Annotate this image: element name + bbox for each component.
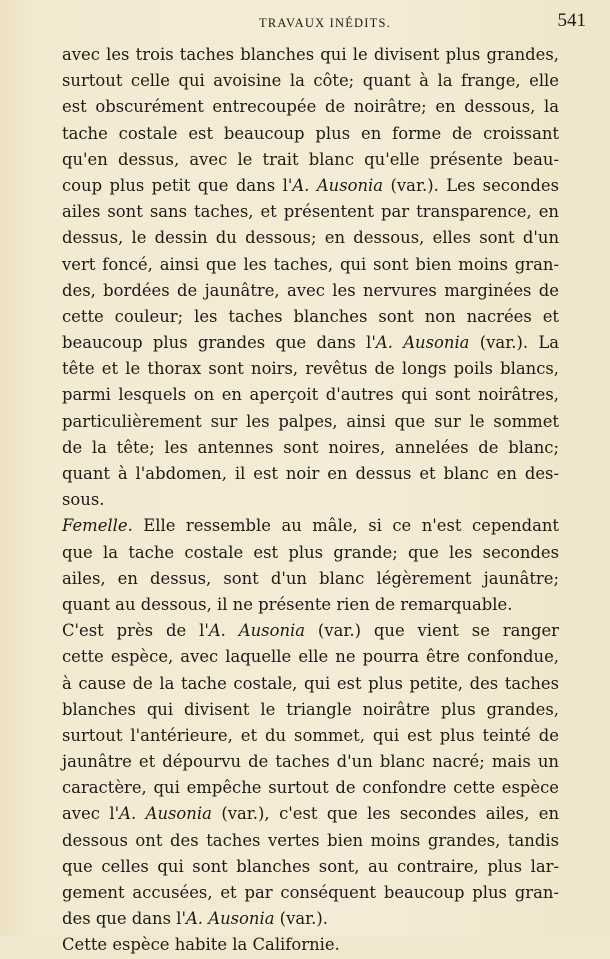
text-line bbox=[62, 644, 559, 670]
italic-text: A. Ausonia bbox=[185, 909, 275, 929]
italic-text: A. Ausonia bbox=[119, 804, 212, 824]
text-run: avec l' bbox=[62, 804, 120, 824]
text-line bbox=[62, 461, 559, 487]
text-run: C'est près de l' bbox=[62, 621, 209, 641]
text-run: particulièrement sur les palpes, ainsi que sur le sommet bbox=[62, 411, 559, 431]
text-run: cette espèce, avec laquelle elle ne pourra être confondue, bbox=[62, 647, 559, 667]
text-run: gement accusées, et par conséquent beaucoup plus gran- bbox=[62, 883, 559, 902]
text-run: (var.), c'est que les secondes ailes, en bbox=[211, 804, 559, 824]
text-line bbox=[62, 94, 559, 120]
text-run: à cause de la tache costale, qui est plus petite, des taches bbox=[62, 673, 559, 693]
text-line bbox=[62, 173, 559, 199]
text-run: que celles qui sont blanches sont, au contraire, plus lar- bbox=[62, 856, 559, 876]
text-run: dessus, le dessin du dessous; en dessous, elles sont d'un bbox=[62, 228, 559, 248]
text-run: beaucoup plus grandes que dans l' bbox=[62, 333, 376, 353]
text-run: caractère, qui empêche surtout de confondre cette espèce bbox=[62, 778, 559, 798]
text-line bbox=[62, 409, 559, 435]
running-head bbox=[60, 10, 590, 34]
text-run: surtout l'antérieure, et du sommet, qui est plus teinté de bbox=[62, 725, 559, 745]
text-run: jaunâtre et dépourvu de taches d'un blanc nacré; mais un bbox=[62, 752, 559, 772]
text-run: quant à l'abdomen, il est noir en dessus et blanc en des- bbox=[62, 464, 559, 483]
text-run: vert foncé, ainsi que les taches, qui sont bien moins gran- bbox=[62, 254, 559, 274]
text-line bbox=[62, 906, 559, 932]
text-line bbox=[62, 880, 559, 906]
text-line bbox=[62, 854, 559, 880]
text-run: quant au dessous, il ne présente rien de remarquable. bbox=[62, 594, 513, 614]
text-line bbox=[62, 225, 559, 251]
text-run: Elle ressemble au mâle, si ce n'est cependant bbox=[132, 516, 559, 536]
text-line bbox=[62, 671, 559, 697]
text-run: coup plus petit que dans l' bbox=[62, 175, 293, 195]
text-run: (var.). Les secondes bbox=[383, 175, 559, 195]
paragraph bbox=[62, 932, 559, 958]
text-line bbox=[62, 513, 559, 539]
text-run: des, bordées de jaunâtre, avec les nervures marginées de bbox=[62, 280, 559, 300]
italic-text: Femelle. bbox=[62, 516, 133, 536]
text-run: des que dans l' bbox=[62, 909, 186, 929]
text-line bbox=[62, 435, 559, 461]
page-number: 541 bbox=[557, 10, 586, 31]
running-title: TRAVAUX INÉDITS. bbox=[259, 16, 391, 30]
text-run: qu'en dessus, avec le trait blanc qu'elle présente beau- bbox=[62, 149, 559, 169]
text-line bbox=[62, 566, 559, 592]
text-line bbox=[62, 801, 559, 827]
text-run: tache costale est beaucoup plus en forme de croissant bbox=[62, 123, 559, 143]
text-line bbox=[62, 723, 559, 749]
italic-text: A. Ausonia bbox=[208, 621, 306, 641]
text-run: que la tache costale est plus grande; que les secondes bbox=[62, 542, 559, 562]
text-run: tête et le thorax sont noirs, revêtus de longs poils blancs, bbox=[62, 359, 559, 379]
paragraph bbox=[62, 618, 559, 932]
text-run: est obscurément entrecoupée de noirâtre; en dessous, la bbox=[62, 97, 559, 117]
text-run: parmi lesquels on en aperçoit d'autres qui sont noirâtres, bbox=[62, 385, 559, 405]
text-line bbox=[62, 42, 559, 68]
text-run: avec les trois taches blanches qui le divisent plus grandes, bbox=[62, 45, 559, 64]
text-line bbox=[62, 749, 559, 775]
text-line bbox=[62, 330, 559, 356]
italic-text: A. Ausonia bbox=[292, 175, 384, 195]
text-line bbox=[62, 252, 559, 278]
text-line bbox=[62, 278, 559, 304]
text-line bbox=[62, 618, 559, 644]
body-text bbox=[62, 42, 559, 959]
text-line bbox=[62, 487, 559, 513]
text-run: surtout celle qui avoisine la côte; quant à la frange, elle bbox=[62, 71, 559, 91]
text-run: cette couleur; les taches blanches sont non nacrées et bbox=[62, 306, 559, 326]
text-line bbox=[62, 775, 559, 801]
text-run: sous. bbox=[62, 490, 105, 510]
text-run: de la tête; les antennes sont noires, annelées de blanc; bbox=[62, 437, 559, 457]
text-run: Cette espèce habite la Californie. bbox=[62, 935, 340, 955]
text-line bbox=[62, 697, 559, 723]
text-run: (var.) que vient se ranger bbox=[305, 621, 559, 641]
text-run: dessous ont des taches vertes bien moins grandes, tandis bbox=[62, 830, 559, 850]
text-line bbox=[62, 932, 559, 958]
text-line bbox=[62, 592, 559, 618]
text-line bbox=[62, 382, 559, 408]
paragraph bbox=[62, 42, 559, 513]
text-line bbox=[62, 199, 559, 225]
text-line bbox=[62, 540, 559, 566]
paragraph bbox=[62, 513, 559, 618]
text-run: (var.). La bbox=[469, 333, 560, 353]
text-line bbox=[62, 147, 559, 173]
text-run: blanches qui divisent le triangle noirâtre plus grandes, bbox=[62, 699, 559, 719]
text-line bbox=[62, 828, 559, 854]
text-run: ailes sont sans taches, et présentent par transparence, en bbox=[62, 202, 559, 222]
text-line bbox=[62, 304, 559, 330]
text-run: (var.). bbox=[274, 909, 328, 929]
text-run: ailes, en dessus, sont d'un blanc légèrement jaunâtre; bbox=[62, 568, 559, 588]
text-line bbox=[62, 356, 559, 382]
text-line bbox=[62, 68, 559, 94]
text-line bbox=[62, 121, 559, 147]
italic-text: A. Ausonia bbox=[375, 333, 470, 353]
